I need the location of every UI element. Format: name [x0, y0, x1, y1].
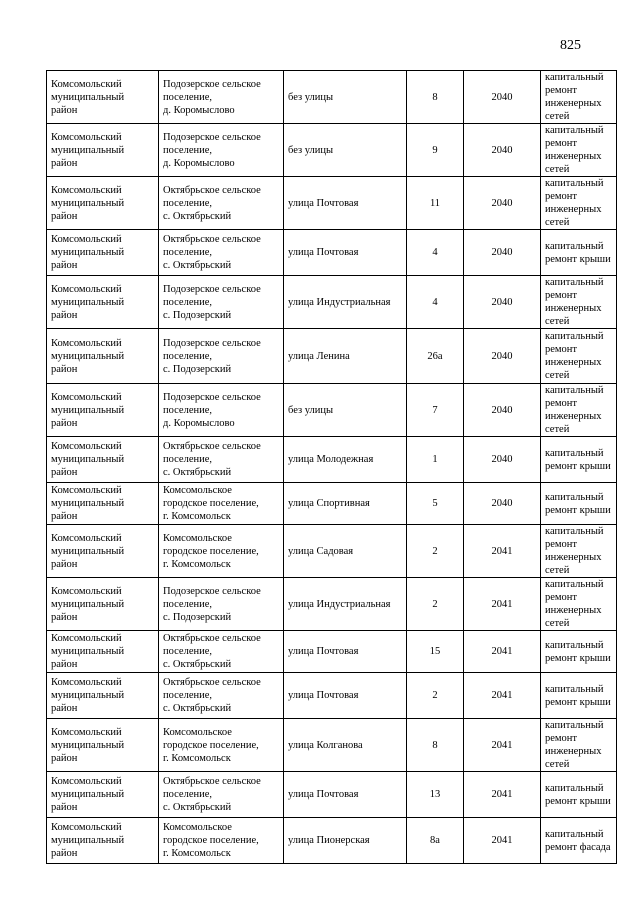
street-cell: без улицы — [284, 384, 407, 437]
settlement-cell: Октябрьское сельское поселение, с. Октябрьский — [159, 631, 284, 673]
table-row — [47, 437, 617, 483]
year-cell: 2041 — [464, 772, 541, 818]
work-type-cell: капитальный ремонт крыши — [541, 772, 617, 818]
house-cell: 2 — [407, 578, 464, 631]
work-type-cell: капитальный ремонт инженерных сетей — [541, 329, 617, 384]
work-type-cell: капитальный ремонт крыши — [541, 437, 617, 483]
year-cell: 2040 — [464, 384, 541, 437]
house-cell: 7 — [407, 384, 464, 437]
district-cell: Комсомольский муниципальный район — [47, 525, 159, 578]
street-cell: улица Колганова — [284, 719, 407, 772]
house-cell: 8 — [407, 719, 464, 772]
street-cell: улица Почтовая — [284, 177, 407, 230]
street-cell: улица Пионерская — [284, 818, 407, 864]
table-row — [47, 719, 617, 772]
district-cell: Комсомольский муниципальный район — [47, 483, 159, 525]
work-type-cell: капитальный ремонт крыши — [541, 631, 617, 673]
work-type-cell: капитальный ремонт инженерных сетей — [541, 71, 617, 124]
house-cell: 8а — [407, 818, 464, 864]
settlement-cell: Комсомольское городское поселение, г. Комсомольск — [159, 818, 284, 864]
year-cell: 2040 — [464, 329, 541, 384]
settlement-cell: Подозерское сельское поселение, д. Коромыслово — [159, 124, 284, 177]
district-cell: Комсомольский муниципальный район — [47, 384, 159, 437]
settlement-cell: Подозерское сельское поселение, д. Коромыслово — [159, 384, 284, 437]
district-cell: Комсомольский муниципальный район — [47, 719, 159, 772]
work-type-cell: капитальный ремонт инженерных сетей — [541, 124, 617, 177]
table-row — [47, 124, 617, 177]
repair-schedule-table — [46, 70, 617, 864]
work-type-cell: капитальный ремонт инженерных сетей — [541, 719, 617, 772]
street-cell: улица Ленина — [284, 329, 407, 384]
work-type-cell: капитальный ремонт крыши — [541, 483, 617, 525]
settlement-cell: Подозерское сельское поселение, с. Подозерский — [159, 578, 284, 631]
house-cell: 11 — [407, 177, 464, 230]
table-row — [47, 230, 617, 276]
year-cell: 2040 — [464, 483, 541, 525]
district-cell: Комсомольский муниципальный район — [47, 772, 159, 818]
district-cell: Комсомольский муниципальный район — [47, 578, 159, 631]
work-type-cell: капитальный ремонт инженерных сетей — [541, 578, 617, 631]
house-cell: 2 — [407, 673, 464, 719]
street-cell: улица Почтовая — [284, 631, 407, 673]
street-cell: улица Индустриальная — [284, 578, 407, 631]
table-row — [47, 673, 617, 719]
house-cell: 15 — [407, 631, 464, 673]
year-cell: 2040 — [464, 276, 541, 329]
year-cell: 2041 — [464, 631, 541, 673]
year-cell: 2040 — [464, 177, 541, 230]
table-row — [47, 631, 617, 673]
house-cell: 5 — [407, 483, 464, 525]
table-row — [47, 772, 617, 818]
year-cell: 2040 — [464, 437, 541, 483]
table-row — [47, 525, 617, 578]
district-cell: Комсомольский муниципальный район — [47, 71, 159, 124]
table-row — [47, 818, 617, 864]
year-cell: 2041 — [464, 673, 541, 719]
work-type-cell: капитальный ремонт инженерных сетей — [541, 276, 617, 329]
district-cell: Комсомольский муниципальный район — [47, 437, 159, 483]
district-cell: Комсомольский муниципальный район — [47, 230, 159, 276]
street-cell: улица Молодежная — [284, 437, 407, 483]
street-cell: улица Садовая — [284, 525, 407, 578]
settlement-cell: Комсомольское городское поселение, г. Комсомольск — [159, 719, 284, 772]
year-cell: 2041 — [464, 578, 541, 631]
table-body — [47, 71, 617, 864]
year-cell: 2041 — [464, 719, 541, 772]
settlement-cell: Октябрьское сельское поселение, с. Октябрьский — [159, 437, 284, 483]
house-cell: 9 — [407, 124, 464, 177]
district-cell: Комсомольский муниципальный район — [47, 276, 159, 329]
district-cell: Комсомольский муниципальный район — [47, 631, 159, 673]
settlement-cell: Подозерское сельское поселение, с. Подозерский — [159, 329, 284, 384]
work-type-cell: капитальный ремонт инженерных сетей — [541, 525, 617, 578]
street-cell: улица Почтовая — [284, 673, 407, 719]
house-cell: 13 — [407, 772, 464, 818]
settlement-cell: Октябрьское сельское поселение, с. Октябрьский — [159, 177, 284, 230]
house-cell: 4 — [407, 276, 464, 329]
street-cell: улица Индустриальная — [284, 276, 407, 329]
table-row — [47, 71, 617, 124]
house-cell: 1 — [407, 437, 464, 483]
table-row — [47, 578, 617, 631]
table-row — [47, 483, 617, 525]
work-type-cell: капитальный ремонт инженерных сетей — [541, 177, 617, 230]
house-cell: 8 — [407, 71, 464, 124]
settlement-cell: Комсомольское городское поселение, г. Комсомольск — [159, 525, 284, 578]
district-cell: Комсомольский муниципальный район — [47, 124, 159, 177]
district-cell: Комсомольский муниципальный район — [47, 673, 159, 719]
street-cell: без улицы — [284, 71, 407, 124]
district-cell: Комсомольский муниципальный район — [47, 177, 159, 230]
work-type-cell: капитальный ремонт крыши — [541, 673, 617, 719]
house-cell: 26а — [407, 329, 464, 384]
district-cell: Комсомольский муниципальный район — [47, 818, 159, 864]
year-cell: 2041 — [464, 525, 541, 578]
settlement-cell: Октябрьское сельское поселение, с. Октябрьский — [159, 772, 284, 818]
page-number: 825 — [560, 38, 581, 53]
settlement-cell: Октябрьское сельское поселение, с. Октябрьский — [159, 230, 284, 276]
street-cell: улица Спортивная — [284, 483, 407, 525]
settlement-cell: Октябрьское сельское поселение, с. Октябрьский — [159, 673, 284, 719]
district-cell: Комсомольский муниципальный район — [47, 329, 159, 384]
settlement-cell: Подозерское сельское поселение, д. Коромыслово — [159, 71, 284, 124]
work-type-cell: капитальный ремонт инженерных сетей — [541, 384, 617, 437]
year-cell: 2040 — [464, 230, 541, 276]
year-cell: 2041 — [464, 818, 541, 864]
work-type-cell: капитальный ремонт крыши — [541, 230, 617, 276]
street-cell: улица Почтовая — [284, 230, 407, 276]
year-cell: 2040 — [464, 124, 541, 177]
settlement-cell: Комсомольское городское поселение, г. Комсомольск — [159, 483, 284, 525]
table-row — [47, 329, 617, 384]
house-cell: 2 — [407, 525, 464, 578]
settlement-cell: Подозерское сельское поселение, с. Подозерский — [159, 276, 284, 329]
street-cell: без улицы — [284, 124, 407, 177]
house-cell: 4 — [407, 230, 464, 276]
year-cell: 2040 — [464, 71, 541, 124]
work-type-cell: капитальный ремонт фасада — [541, 818, 617, 864]
table-row — [47, 384, 617, 437]
table-row — [47, 177, 617, 230]
street-cell: улица Почтовая — [284, 772, 407, 818]
table-row — [47, 276, 617, 329]
